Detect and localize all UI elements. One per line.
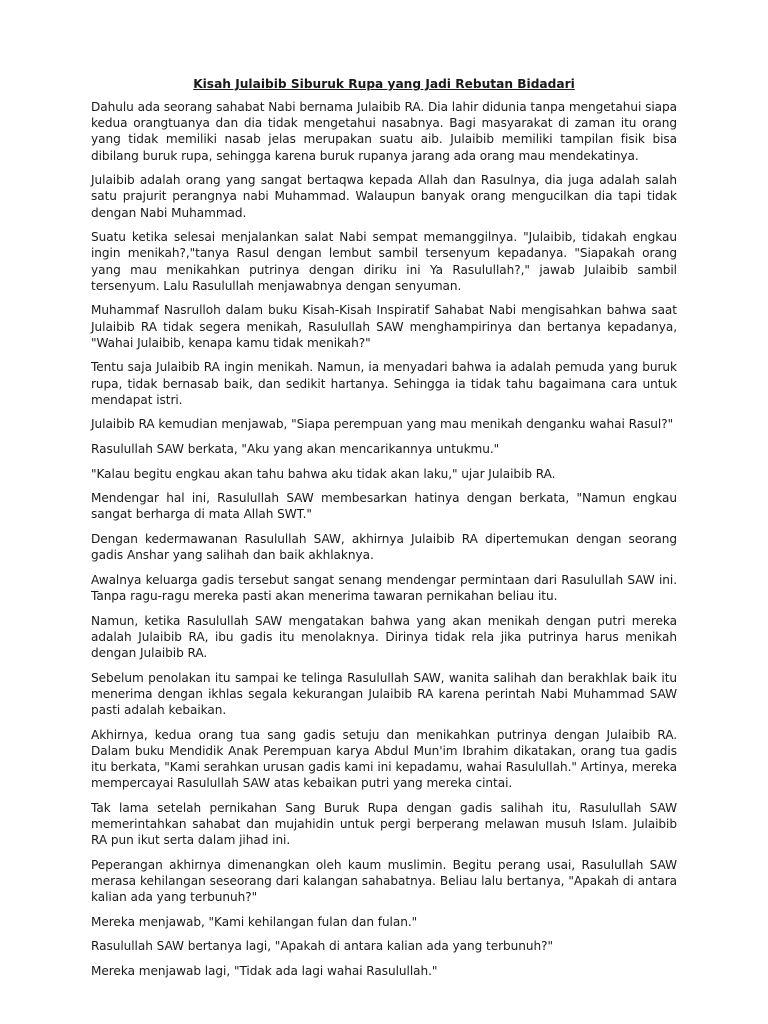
paragraph: "Kalau begitu engkau akan tahu bahwa aku tidak akan laku," ujar Julaibib RA.: [91, 466, 556, 481]
document-body: [91, 99, 677, 979]
paragraph: Akhirnya, kedua orang tua sang gadis setuju dan menikahkan putrinya dengan Julaibib RA. Dalam buku Mendidik Anak Perempuan karya Abdul Mun'im Ibrahim dikatakan, orang tua gadis itu berkata, "Kami serahkan urusan gadis kami ini kepadamu, wahai Rasulullah." Artinya, mereka mempercayai Rasulullah SAW atas kebaikan putri yang mereka cintai.: [91, 727, 677, 791]
paragraph: Julaibib adalah orang yang sangat bertaqwa kepada Allah dan Rasulnya, dia juga adalah salah satu prajurit perangnya nabi Muhammad. Walaupun banyak orang mengucilkan dia tapi tidak dengan Nabi Muhammad.: [91, 173, 677, 220]
paragraph: Tentu saja Julaibib RA ingin menikah. Namun, ia menyadari bahwa ia adalah pemuda yang buruk rupa, tidak bernasab baik, dan sedikit hartanya. Sehingga ia tidak tahu bagaimana cara untuk mendapat istri.: [91, 360, 677, 407]
document-title: Kisah Julaibib Siburuk Rupa yang Jadi Rebutan Bidadari: [193, 77, 575, 91]
paragraph: Julaibib RA kemudian menjawab, "Siapa perempuan yang mau menikah denganku wahai Rasul?": [91, 417, 674, 432]
paragraph: Peperangan akhirnya dimenangkan oleh kaum muslimin. Begitu perang usai, Rasulullah SAW merasa kehilangan seseorang dari kalangan sahabatnya. Beliau lalu bertanya, "Apakah di antara kalian ada yang terbunuh?": [91, 857, 677, 905]
document-page: [91, 76, 677, 988]
paragraph: Mereka menjawab, "Kami kehilangan fulan dan fulan.": [91, 914, 418, 929]
paragraph: Rasulullah SAW bertanya lagi, "Apakah di antara kalian ada yang terbunuh?": [91, 939, 553, 954]
paragraph: Namun, ketika Rasulullah SAW mengatakan bahwa yang akan menikah dengan putri mereka adalah Julaibib RA, ibu gadis itu menolaknya. Dirinya tidak rela jika putrinya harus menikah dengan Julaibib RA.: [91, 613, 677, 660]
paragraph: Mereka menjawab lagi, "Tidak ada lagi wahai Rasulullah.": [91, 963, 438, 978]
paragraph: Mendengar hal ini, Rasulullah SAW membesarkan hatinya dengan berkata, "Namun engkau sangat berharga di mata Allah SWT.": [91, 491, 677, 522]
paragraph: Muhammaf Nasrulloh dalam buku Kisah-Kisah Inspiratif Sahabat Nabi mengisahkan bahwa saat Julaibib RA tidak segera menikah, Rasulullah SAW menghampirinya dan bertanya kepadanya, "Wahai Julaibib, kenapa kamu tidak menikah?": [91, 303, 677, 350]
paragraph: Tak lama setelah pernikahan Sang Buruk Rupa dengan gadis salihah itu, Rasulullah SAW memerintahkan sahabat dan mujahidin untuk pergi berperang melawan musuh Islam. Julaibib RA pun ikut serta dalam jihad ini.: [91, 800, 677, 848]
paragraph: Rasulullah SAW berkata, "Aku yang akan mencarikannya untukmu.": [91, 442, 500, 456]
paragraph: Suatu ketika selesai menjalankan salat Nabi sempat memanggilnya. "Julaibib, tidakah engkau ingin menikah?,"tanya Rasul dengan lembut sambil tersenyum kepadanya. "Siapakah orang yang mau menikahkan putrinya dengan diriku ini Ya Rasulullah?," jawab Julaibib sambil tersenyum. Lalu Rasulullah menjawabnya dengan senyuman.: [91, 230, 677, 293]
paragraph: Dahulu ada seorang sahabat Nabi bernama Julaibib RA. Dia lahir didunia tanpa mengetahui siapa kedua orangtuanya dan dia tidak mengetahui nasabnya. Bagi masyarakat di zaman itu orang yang tidak memiliki nasab jelas merupakan suatu aib. Julaibib memiliki tampilan fisik bisa dibilang buruk rupa, sehingga karena buruk rupanya jarang ada orang mau mendekatinya.: [91, 100, 677, 163]
paragraph: Dengan kedermawanan Rasulullah SAW, akhirnya Julaibib RA dipertemukan dengan seorang gadis Anshar yang salihah dan baik akhlaknya.: [91, 531, 677, 563]
paragraph: Awalnya keluarga gadis tersebut sangat senang mendengar permintaan dari Rasulullah SAW ini. Tanpa ragu-ragu mereka pasti akan menerima tawaran pernikahan beliau itu.: [91, 572, 677, 603]
paragraph: Sebelum penolakan itu sampai ke telinga Rasulullah SAW, wanita salihah dan berakhlak baik itu menerima dengan ikhlas segala kekurangan Julaibib RA karena perintah Nabi Muhammad SAW pasti adalah kebaikan.: [91, 670, 677, 717]
